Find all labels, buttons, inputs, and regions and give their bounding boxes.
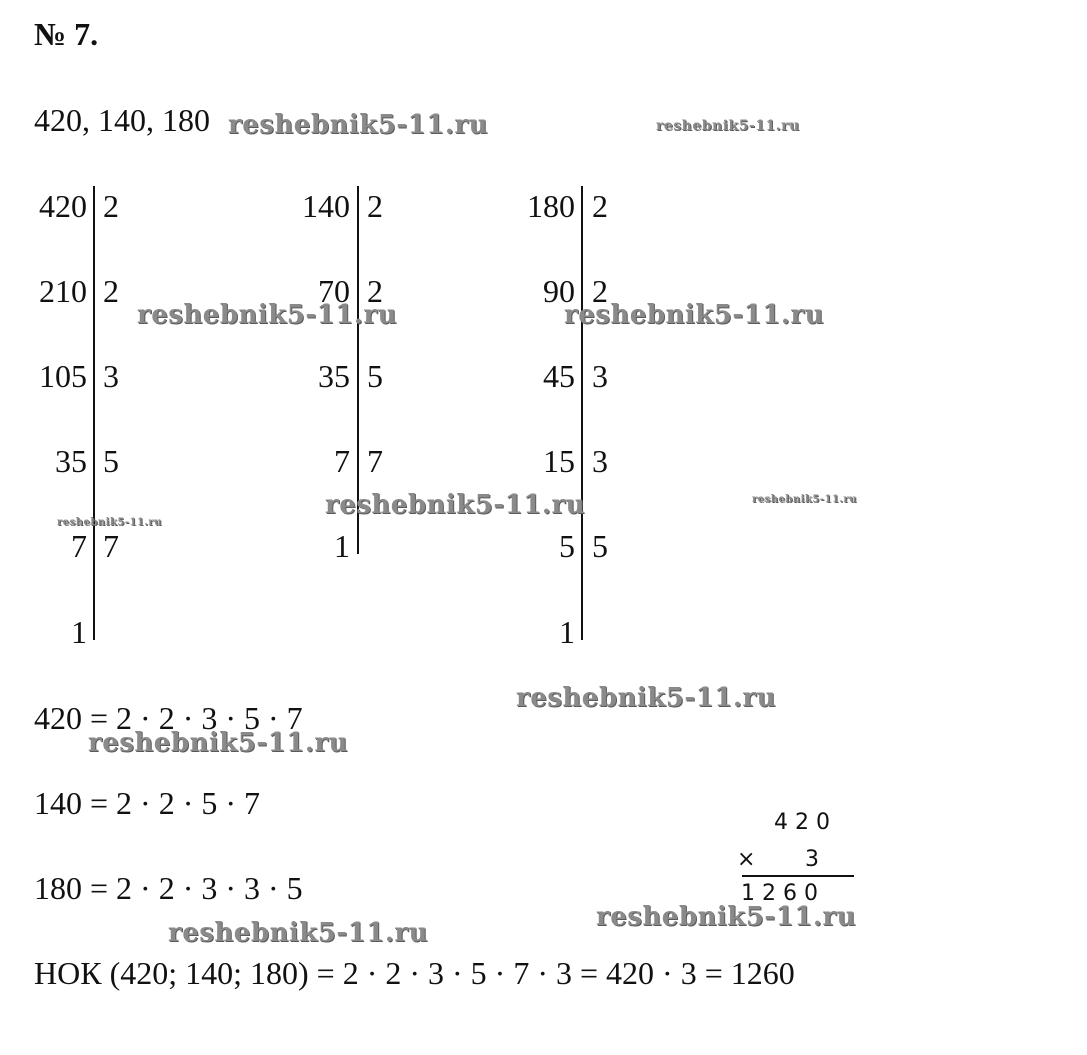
prime-divisor: 2 <box>103 188 119 224</box>
prime-divisor: 5 <box>367 358 383 394</box>
watermark: reshebnik5-11.ru <box>516 683 777 713</box>
equation-420: 420 = 2 · 2 · 3 · 5 · 7 <box>34 700 303 736</box>
watermark: reshebnik5-11.ru <box>596 902 857 932</box>
dividend: 70 <box>318 273 350 309</box>
watermark: reshebnik5-11.ru <box>325 490 586 520</box>
multiply-sign: × <box>737 847 756 872</box>
watermark: reshebnik5-11.ru <box>656 118 800 134</box>
dividend: 7 <box>334 443 350 479</box>
dividend: 1 <box>334 528 350 564</box>
divider-line <box>93 186 95 640</box>
dividend: 420 <box>39 188 87 224</box>
watermark: reshebnik5-11.ru <box>168 918 429 948</box>
equation-140: 140 = 2 · 2 · 5 · 7 <box>34 785 261 821</box>
prime-divisor: 2 <box>592 273 608 309</box>
dividend: 35 <box>55 443 87 479</box>
multiplier: 3 <box>805 847 819 872</box>
prime-divisor: 7 <box>367 443 383 479</box>
divider-line <box>581 186 583 640</box>
prime-divisor: 3 <box>592 358 608 394</box>
prime-divisor: 2 <box>592 188 608 224</box>
dividend: 1 <box>71 614 87 650</box>
watermark: reshebnik5-11.ru <box>228 110 489 140</box>
prime-divisor: 2 <box>367 273 383 309</box>
prime-divisor: 5 <box>103 443 119 479</box>
prime-divisor: 2 <box>103 273 119 309</box>
dividend: 140 <box>302 188 350 224</box>
dividend: 180 <box>527 188 575 224</box>
dividend: 210 <box>39 273 87 309</box>
watermark: reshebnik5-11.ru <box>752 494 857 505</box>
dividend: 5 <box>559 528 575 564</box>
task-title: № 7. <box>34 16 99 52</box>
prime-divisor: 3 <box>103 358 119 394</box>
prime-divisor: 3 <box>592 443 608 479</box>
multiplication-line <box>742 875 854 877</box>
dividend: 90 <box>543 273 575 309</box>
multiplicand: 4 2 0 <box>774 810 830 835</box>
dividend: 1 <box>559 614 575 650</box>
lcm-equation: НОК (420; 140; 180) = 2 · 2 · 3 · 5 · 7 · 3 = 420 · 3 = 1260 <box>34 955 795 991</box>
given-numbers: 420, 140, 180 <box>34 102 210 138</box>
watermark: reshebnik5-11.ru <box>57 517 162 528</box>
dividend: 15 <box>543 443 575 479</box>
prime-divisor: 7 <box>103 528 119 564</box>
dividend: 35 <box>318 358 350 394</box>
dividend: 7 <box>71 528 87 564</box>
watermark: reshebnik5-11.ru <box>88 728 349 758</box>
product: 1 2 6 0 <box>741 881 818 906</box>
watermark: reshebnik5-11.ru <box>137 300 398 330</box>
prime-divisor: 2 <box>367 188 383 224</box>
equation-180: 180 = 2 · 2 · 3 · 3 · 5 <box>34 870 303 906</box>
watermark: reshebnik5-11.ru <box>564 300 825 330</box>
dividend: 45 <box>543 358 575 394</box>
prime-divisor: 5 <box>592 528 608 564</box>
dividend: 105 <box>39 358 87 394</box>
